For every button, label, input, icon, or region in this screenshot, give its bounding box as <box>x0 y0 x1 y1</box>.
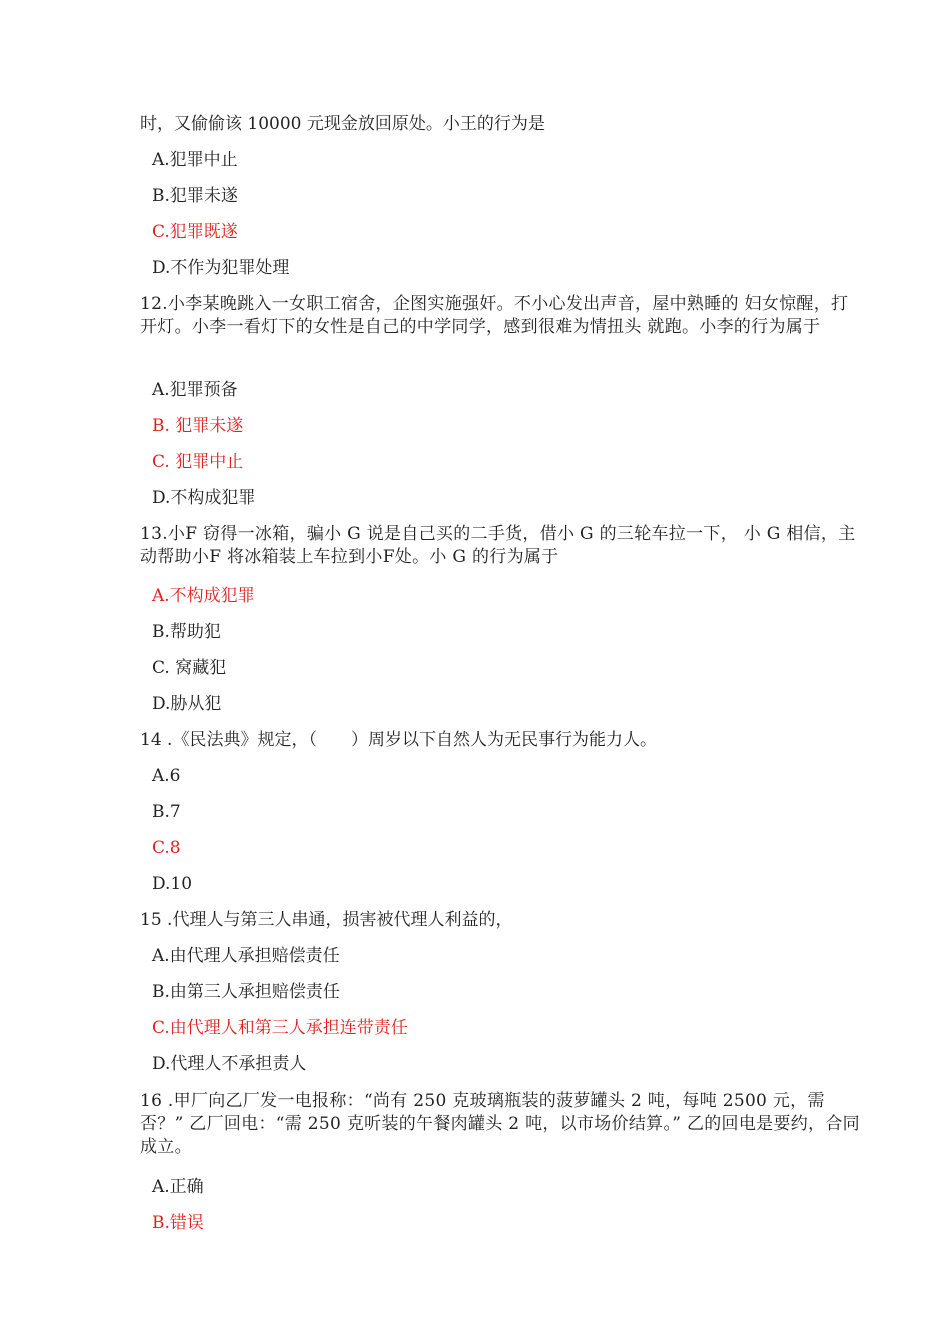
q15-question: 15 .代理人与第三人串通，损害被代理人利益的， <box>140 910 513 930</box>
q14-option-a: A.6 <box>152 766 181 786</box>
q13-option-d: D.胁从犯 <box>152 694 222 714</box>
q11-option-d: D.不作为犯罪处理 <box>152 258 290 278</box>
q14-question: 14 .《民法典》规定，（ ）周岁以下自然人为无民事行为能力人。 <box>140 730 657 750</box>
q13-option-c: C. 窝藏犯 <box>152 658 227 678</box>
q12-question: 12.小李某晚跳入一女职工宿舍，企图实施强奸。不小心发出声音，屋中熟睡的 妇女惊醒，打开灯。小李一看灯下的女性是自己的中学同学，感到很难为情扭头 就跑。小李的行为属于 <box>140 294 849 337</box>
q11-continuation: 时，又偷偷该 10000 元现金放回原处。小王的行为是 <box>140 114 545 134</box>
q11-option-b: B.犯罪未遂 <box>152 186 238 206</box>
q12-option-d: D.不构成犯罪 <box>152 488 256 508</box>
q12-option-b-answer: B. 犯罪未遂 <box>152 416 244 436</box>
q15-option-b: B.由第三人承担赔偿责任 <box>152 982 340 1002</box>
q16-question: 16 .甲厂向乙厂发一电报称：“尚有 250 克玻璃瓶装的菠萝罐头 2 吨，每吨 2500 元，需否？” 乙厂回电：“需 250 克听装的午餐肉罐头 2 吨，以市场价结算。” 乙的回电是要约，合同成立。 <box>140 1091 860 1157</box>
q11-option-a: A.犯罪中止 <box>152 150 238 170</box>
q13-option-b: B.帮助犯 <box>152 622 221 642</box>
q12-option-a: A.犯罪预备 <box>152 380 238 400</box>
q15-option-d: D.代理人不承担责人 <box>152 1054 307 1074</box>
q12-option-c-answer: C. 犯罪中止 <box>152 452 244 472</box>
q11-option-c-answer: C.犯罪既遂 <box>152 222 238 242</box>
q13-question: 13.小F 窃得一冰箱，骗小 G 说是自己买的二手货，借小 G 的三轮车拉一下， 小 G 相信，主动帮助小F 将冰箱装上车拉到小F处。小 G 的行为属于 <box>140 524 856 567</box>
q14-option-c-answer: C.8 <box>152 838 181 858</box>
q13-option-a-answer: A.不构成犯罪 <box>152 586 255 606</box>
q14-option-d: D.10 <box>152 874 193 894</box>
q14-option-b: B.7 <box>152 802 181 822</box>
q16-option-a: A.正确 <box>152 1177 204 1197</box>
q15-option-c-answer: C.由代理人和第三人承担连带责任 <box>152 1018 408 1038</box>
q16-option-b-answer: B.错误 <box>152 1213 204 1233</box>
q15-option-a: A.由代理人承担赔偿责任 <box>152 946 340 966</box>
